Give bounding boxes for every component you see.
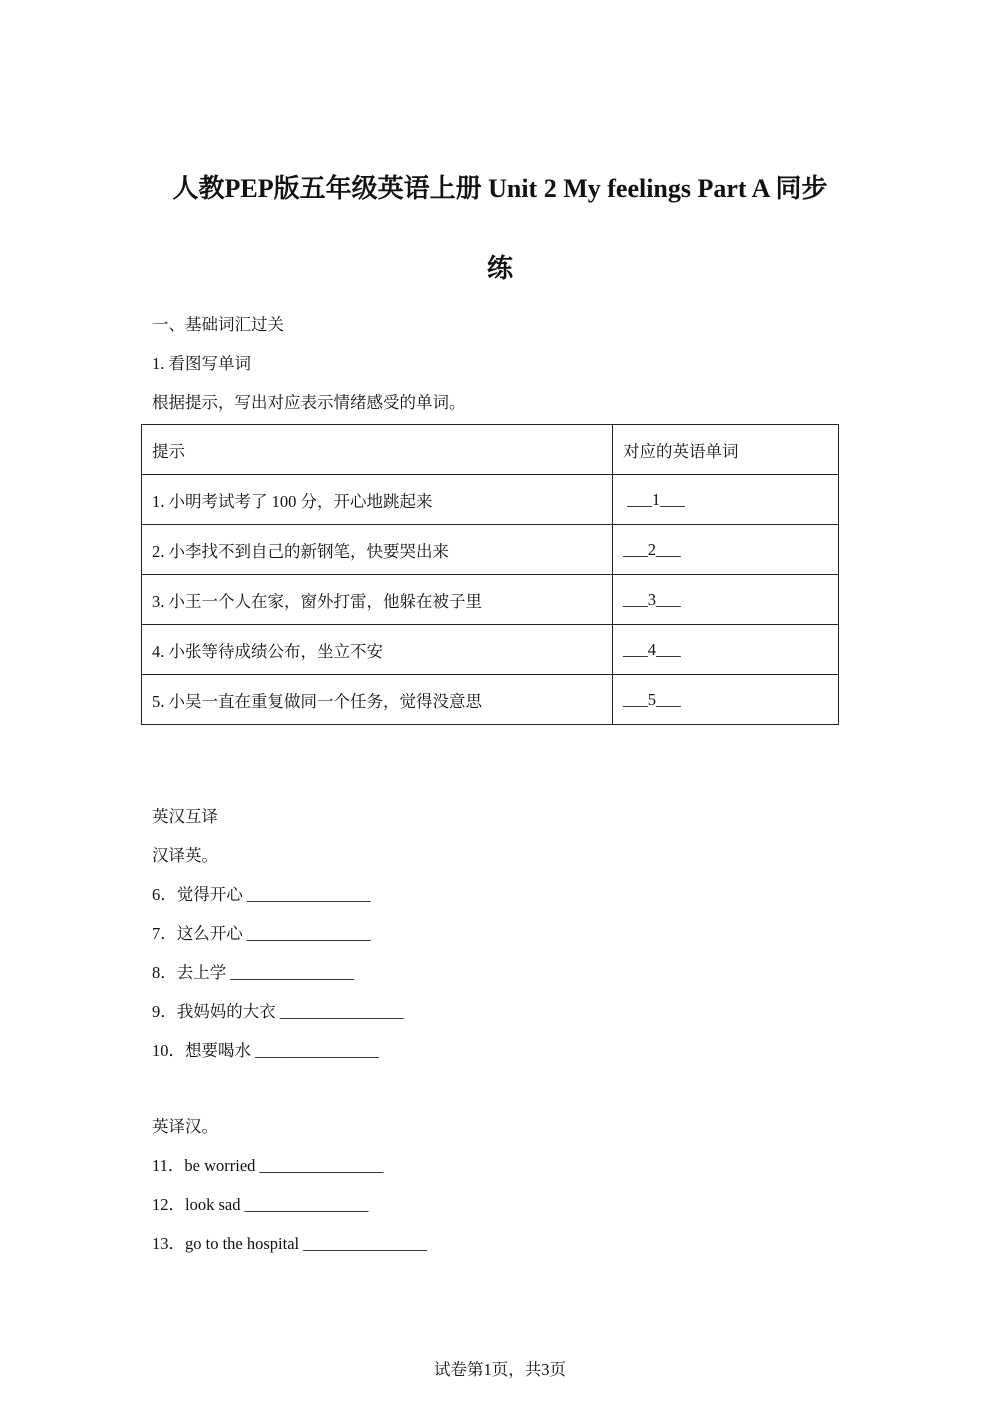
subsection-heading: 汉译英。 [152, 846, 218, 865]
question-instruction: 根据提示，写出对应表示情绪感受的单词。 [152, 393, 466, 412]
table-header-cell: 提示 [142, 425, 613, 475]
question-item: 11．be worried _______________ [152, 1156, 384, 1175]
question-item: 6．觉得开心 _______________ [152, 885, 371, 904]
answer-blank-cell: ___1___ [613, 475, 839, 525]
question-title: 1. 看图写单词 [152, 354, 251, 373]
answer-blank-cell: ___3___ [613, 575, 839, 625]
page-title-line1: 人教PEP版五年级英语上册 Unit 2 My feelings Part A 同步 [172, 174, 828, 203]
question-item: 8．去上学 _______________ [152, 963, 355, 982]
section-heading: 英汉互译 [152, 807, 218, 826]
table-header-row [142, 425, 839, 475]
answer-blank-cell: ___2___ [613, 525, 839, 575]
hint-cell: 2. 小李找不到自己的新钢笔，快要哭出来 [142, 525, 613, 575]
table-row [142, 475, 839, 525]
question-item: 13．go to the hospital _______________ [152, 1234, 427, 1253]
hint-cell: 1. 小明考试考了 100 分，开心地跳起来 [142, 475, 613, 525]
question-item: 12．look sad _______________ [152, 1195, 369, 1214]
question-item: 9．我妈妈的大衣 _______________ [152, 1002, 404, 1021]
hint-cell: 5. 小吴一直在重复做同一个任务，觉得没意思 [142, 675, 613, 725]
table-row [142, 675, 839, 725]
subsection-heading: 英译汉。 [152, 1117, 218, 1136]
vocabulary-table [141, 424, 839, 725]
table-header-cell: 对应的英语单词 [613, 425, 839, 475]
table-row [142, 525, 839, 575]
page-footer: 试卷第1页，共3页 [434, 1360, 566, 1379]
section-heading: 一、基础词汇过关 [152, 315, 284, 334]
table-row [142, 625, 839, 675]
hint-cell: 3. 小王一个人在家，窗外打雷，他躲在被子里 [142, 575, 613, 625]
page-title-line2: 练 [486, 254, 513, 283]
question-item: 10．想要喝水 _______________ [152, 1041, 379, 1060]
answer-blank-cell: ___4___ [613, 625, 839, 675]
answer-blank-cell: ___5___ [613, 675, 839, 725]
hint-cell: 4. 小张等待成绩公布，坐立不安 [142, 625, 613, 675]
table-row [142, 575, 839, 625]
question-item: 7．这么开心 _______________ [152, 924, 371, 943]
